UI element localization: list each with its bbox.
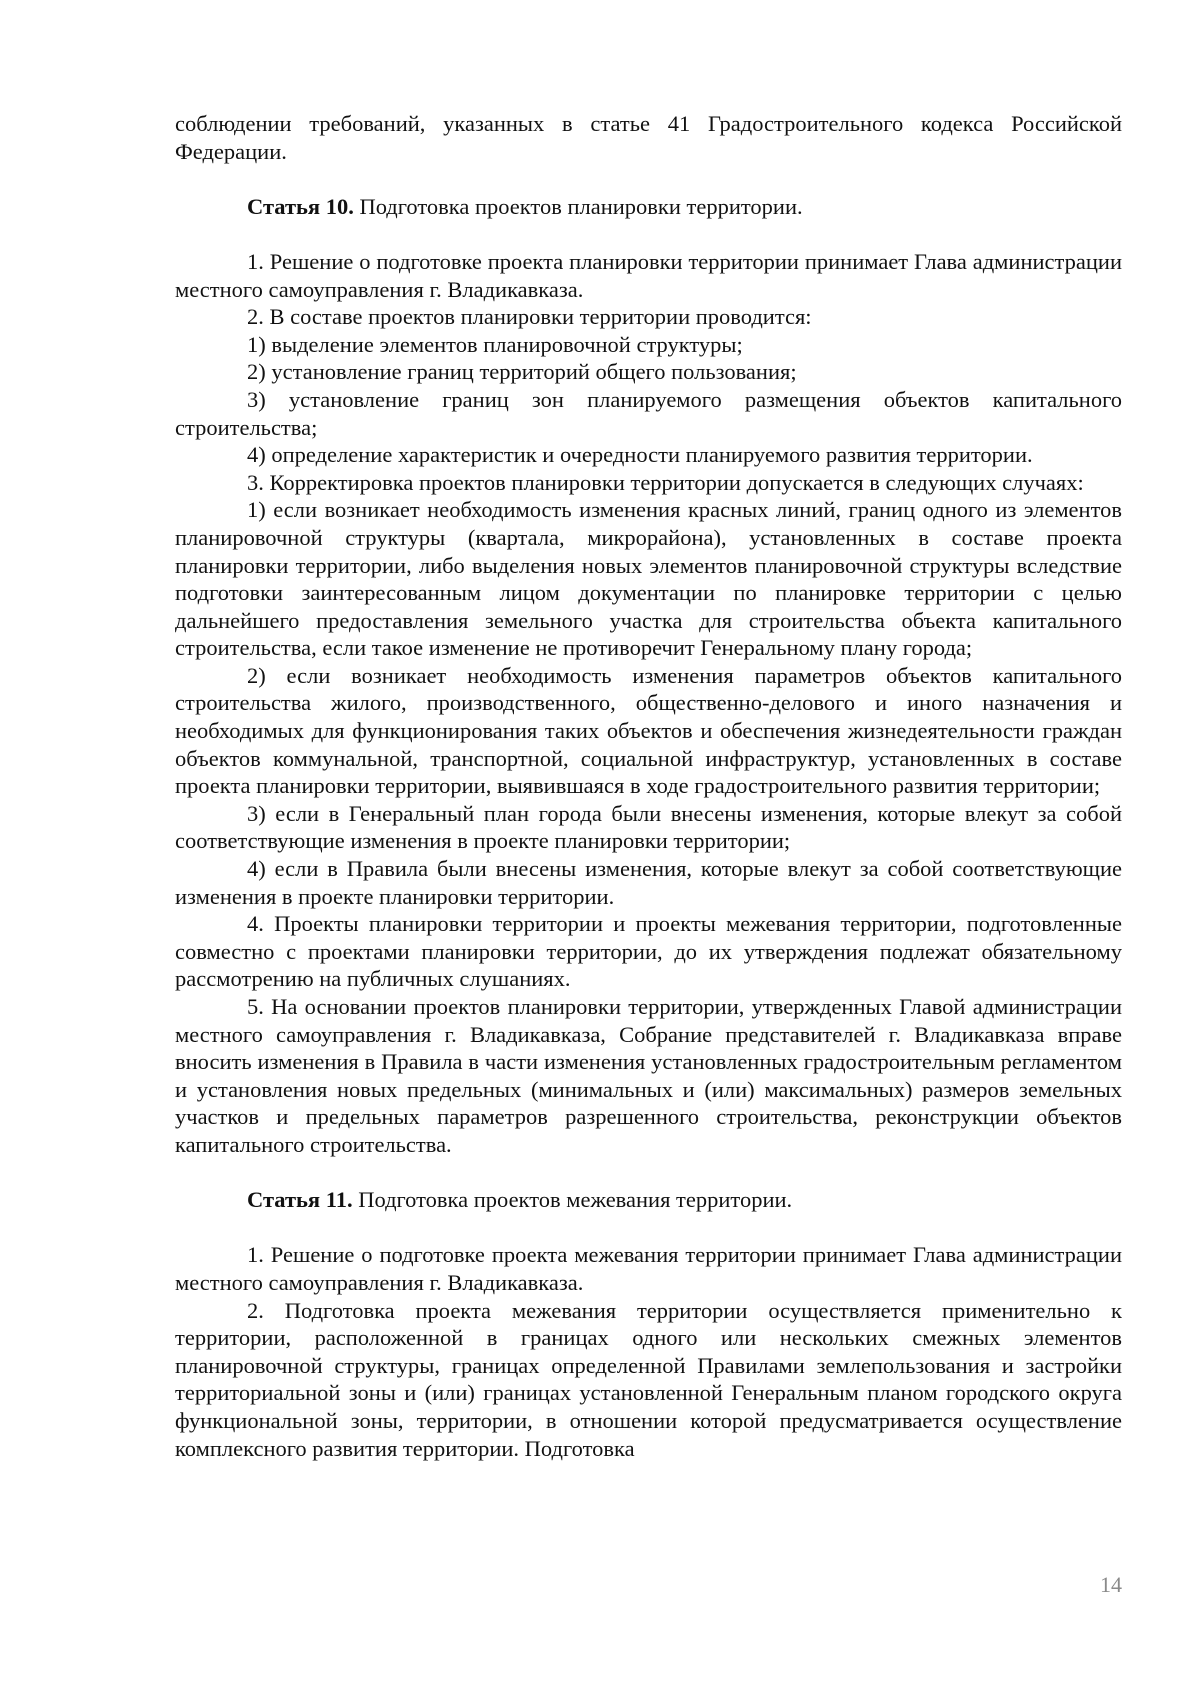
article-10-item-3: 3) установление границ зон планируемого размещения объектов капитального строительства;: [175, 386, 1122, 440]
article-10-case-3: 3) если в Генеральный план города были внесены изменения, которые влекут за собой соответствующие изменения в проекте планировки территории;: [175, 800, 1122, 854]
article-10-case-4: 4) если в Правила были внесены изменения, которые влекут за собой соответствующие изменения в проекте планировки территории.: [175, 856, 1122, 909]
article-10-title: Подготовка проектов планировки территории.: [353, 193, 803, 219]
article-11-label: Статья 11.: [247, 1187, 353, 1213]
article-10-case-1: 1) если возникает необходимость изменения красных линий, границ одного из элементов планировочной структуры (квартала, микрорайона), установленных в составе проекта планировки территории, либо выделения новых элементов планировочной структуры вследствие подготовки заинтересованным лицом документации по планировке территории с целью дальнейшего предоставления земельного участка для строительства объекта капитального строительства, если такое изменение не противоречит Генеральному плану города;: [175, 497, 1122, 661]
article-10-paragraph-2: 2. В составе проектов планировки территории проводится:: [247, 304, 812, 330]
article-10-item-2: 2) установление границ территорий общего пользования;: [247, 359, 797, 385]
article-10-paragraph-3: 3. Корректировка проектов планировки территории допускается в следующих случаях:: [247, 469, 1084, 495]
article-10-paragraph-4: 4. Проекты планировки территории и проекты межевания территории, подготовленные совместно с проектами планировки территории, до их утверждения подлежат обязательному рассмотрению на публичных слушаниях.: [175, 911, 1122, 992]
article-10-paragraph-5: 5. На основании проектов планировки территории, утвержденных Главой администрации местного самоуправления г. Владикавказа, Собрание представителей г. Владикавказа вправе вносить изменения в Правила в части изменения установленных градостроительным регламентом и установления новых предельных (минимальных и (или) максимальных) размеров земельных участков и предельных параметров разрешенного строительства, реконструкции объектов капитального строительства.: [175, 994, 1122, 1157]
article-11-paragraph-2: 2. Подготовка проекта межевания территории осуществляется применительно к территории, расположенной в границах одного или нескольких смежных элементов планировочной структуры, границах определенной Правилами землепользования и застройки территориальной зоны и (или) границах установленной Генеральным планом городского округа функциональной зоны, территории, в отношении которой предусматривается осуществление комплексного развития территории. Подготовка: [175, 1297, 1122, 1461]
article-11-title: Подготовка проектов межевания территории.: [352, 1187, 793, 1213]
article-10-paragraph-1: 1. Решение о подготовке проекта планировки территории принимает Глава администрации местного самоуправления г. Владикавказа.: [175, 248, 1122, 302]
paragraph-continuation: соблюдении требований, указанных в статье 41 Градостроительного кодекса Российской Федерации.: [175, 111, 1122, 164]
article-10-label: Статья 10.: [247, 193, 354, 219]
article-10-heading: [175, 193, 1122, 221]
page-number: 14: [1100, 1572, 1122, 1597]
document-page: [175, 110, 1122, 1462]
article-11-heading: [175, 1186, 1122, 1214]
article-10-item-4: 4) определение характеристик и очередности планируемого развития территории.: [247, 442, 1033, 468]
article-10-item-1: 1) выделение элементов планировочной структуры;: [247, 331, 743, 357]
article-11-paragraph-1: 1. Решение о подготовке проекта межевания территории принимает Глава администрации местного самоуправления г. Владикавказа.: [175, 1242, 1122, 1295]
article-10-case-2: 2) если возникает необходимость изменения параметров объектов капитального строительства жилого, производственного, общественно-делового и иного назначения и необходимых для функционирования таких объектов и обеспечения жизнедеятельности граждан объектов коммунальной, транспортной, социальной инфраструктур, установленных в составе проекта планировки территории, выявившаяся в ходе градостроительного развития территории;: [175, 662, 1122, 799]
